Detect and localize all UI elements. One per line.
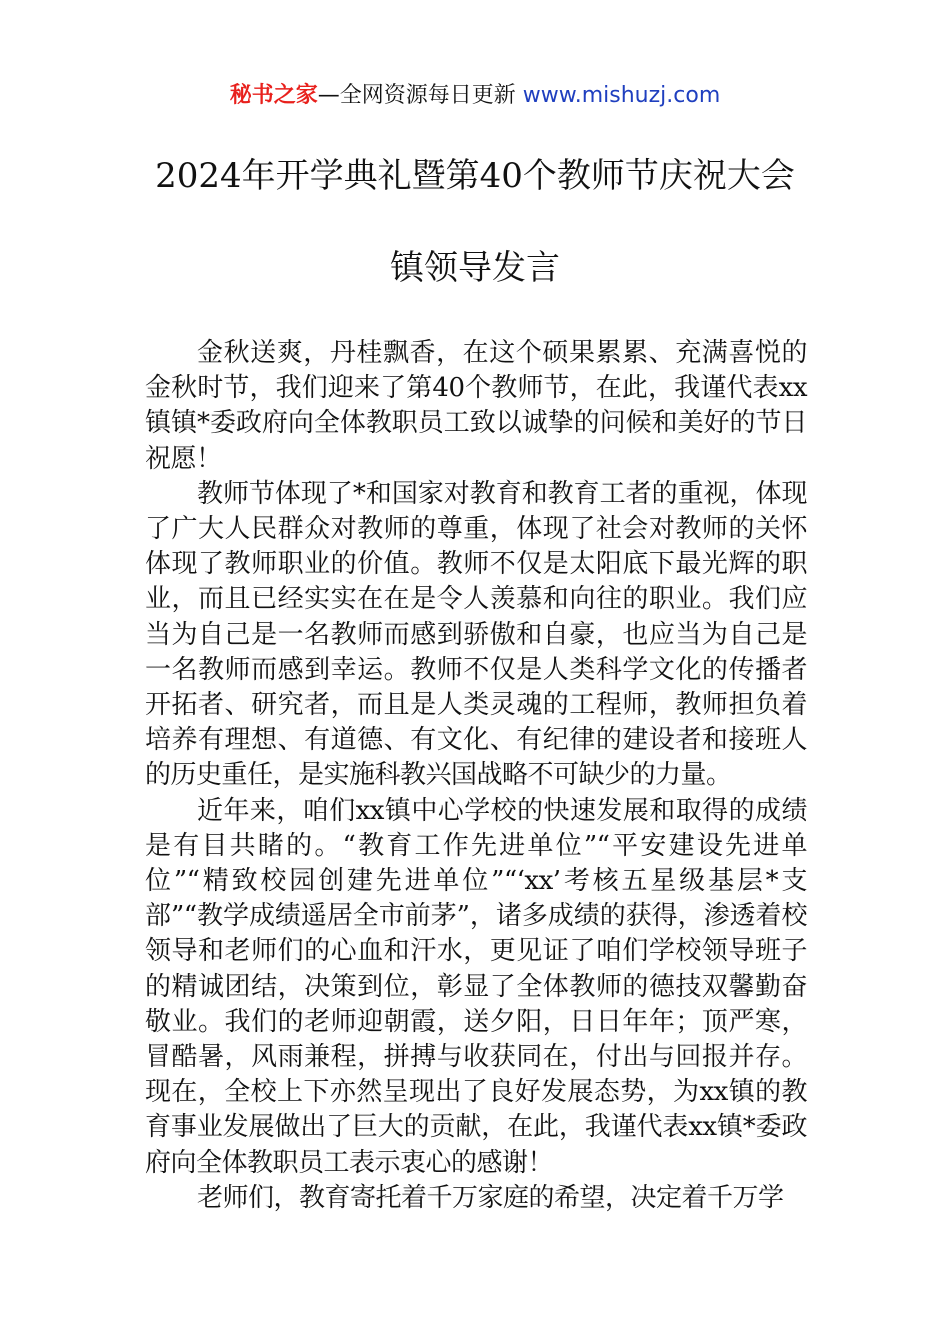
document-subtitle: 镇领导发言 [390,248,560,288]
document-title: 2024年开学典礼暨第40个教师节庆祝大会 [155,156,795,196]
site-brand: 秘书之家 [229,83,318,108]
paragraph-4: 老师们，教育寄托着千万家庭的希望，决定着千万学 [197,1182,784,1213]
paragraph-1: 金秋送爽，丹桂飘香，在这个硕果累累、充满喜悦的金秋时节，我们迎来了第40个教师节，在此，我谨代表xx镇镇*委政府向全体教职员工致以诚挚的问候和美好的节日祝愿！ [145,338,807,474]
document-body [145,336,807,1216]
site-header [0,78,950,114]
paragraph-3: 近年来，咱们xx镇中心学校的快速发展和取得的成绩是有目共睹的。“教育工作先进单位”“平安建设先进单位”“精致校园创建先进单位”“‘xx’考核五星级基层*支部”“教学成绩遥居全市前茅”，诸多成绩的获得，渗透着校领导和老师们的心血和汗水，更见证了咱们学校领导班子的精诚团结，决策到位，彰显了全体教师的德技双馨勤奋敬业。我们的老师迎朝霞，送夕阳，日日年年；顶严寒，冒酷暑，风雨兼程，拼搏与收获同在，付出与回报并存。现在，全校上下亦然呈现出了良好发展态势，为xx镇的教育事业发展做出了巨大的贡献，在此，我谨代表xx镇*委政府向全体教职员工表示衷心的感谢！ [145,795,807,1178]
site-url[interactable]: www.mishuzj.com [522,83,721,108]
paragraph-2: 教师节体现了*和国家对教育和教育工者的重视，体现了广大人民群众对教师的尊重，体现了社会对教师的关怀体现了教师职业的价值。教师不仅是太阳底下最光辉的职业，而且已经实实在在是令人羡慕和向往的职业。我们应当为自己是一名教师而感到骄傲和自豪，也应当为自己是一名教师而感到幸运。教师不仅是人类科学文化的传播者开拓者、研究者，而且是人类灵魂的工程师，教师担负着培养有理想、有道德、有文化、有纪律的建设者和接班人的历史重任，是实施科教兴国战略不可缺少的力量。 [145,478,807,791]
site-tagline: —全网资源每日更新 [317,83,516,108]
